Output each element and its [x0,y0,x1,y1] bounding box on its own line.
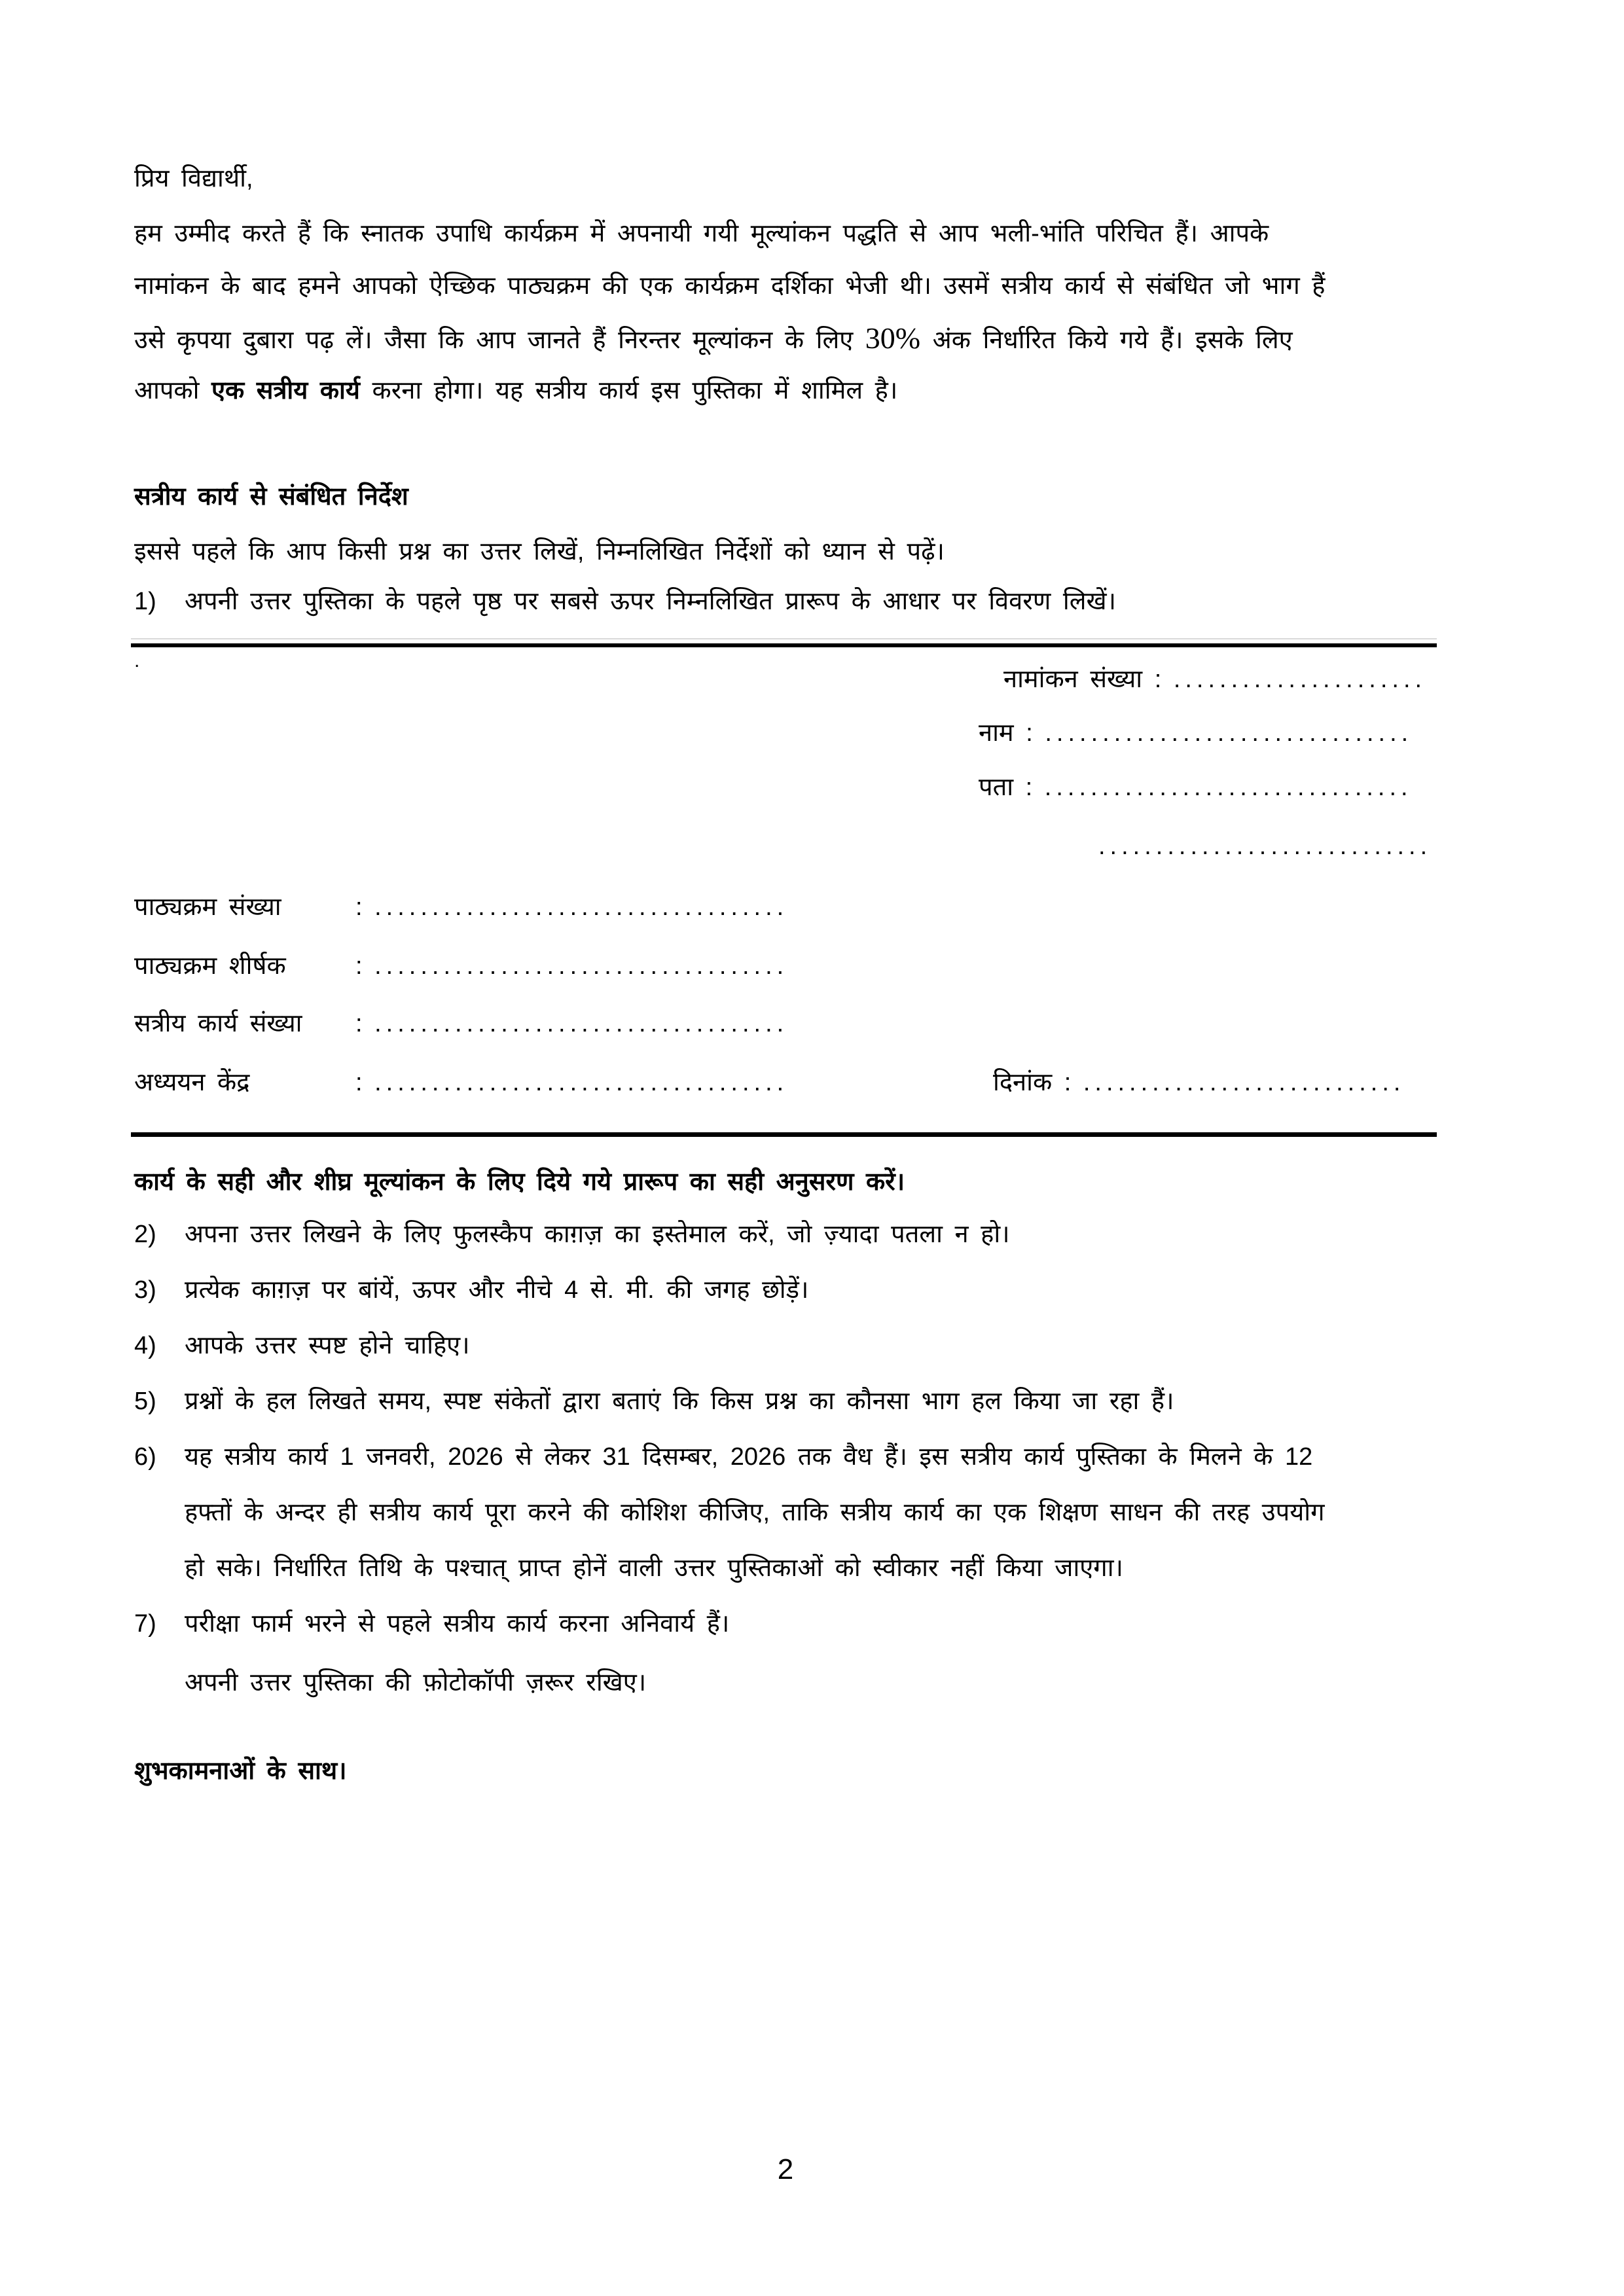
study-centre-field [134,1062,1405,1103]
instructions-intro: इससे पहले कि आप किसी प्रश्न का उत्तर लिखें, निम्नलिखित निर्देशों को ध्यान से पढ़ें। [134,538,945,565]
address-field-line2 [1098,826,1432,867]
stray-mark: . [134,650,140,672]
paragraph-text: करना होगा। यह सत्रीय कार्य इस पुस्तिका में शामिल है। [359,377,898,404]
item-text: परीक्षा फार्म भरने से पहले सत्रीय कार्य करना अनिवार्य हैं। [185,1610,730,1638]
item-text: प्रत्येक काग़ज़ पर बांयें, ऊपर और नीचे 4 से. मी. की जगह छोड़ें। [185,1276,809,1304]
divider-faint [131,638,1437,639]
colon: : [355,952,363,980]
salutation: प्रिय विद्यार्थी, [134,165,253,192]
paragraph-text: उसे कृपया दुबारा पढ़ लें। जैसा कि आप जानते हैं निरन्तर मूल्यांकन के लिए [134,327,865,354]
item-text: प्रश्नों के हल लिखते समय, स्पष्ट संकेतों द्वारा बताएं कि किस प्रश्न का कौनसा भाग हल किया जा रहा हैं। [185,1388,1174,1415]
guidelines-heading: कार्य के सही और शीघ्र मूल्यांकन के लिए दिये गये प्रारूप का सही अनुसरण करें। [134,1168,905,1196]
instruction-item-7 [134,1604,729,1644]
item-number: 5) [134,1388,156,1415]
instruction-item-6-line3: हो सके। निर्धारित तिथि के पश्चात् प्राप्त होनें वाली उत्तर पुस्तिकाओं को स्वीकार नहीं किया जाएगा। [185,1554,1123,1582]
item-number: 4) [134,1332,156,1359]
field-label: पाठ्यक्रम संख्या [134,893,281,921]
fill-in-line: ................................ [1045,719,1413,747]
paragraph-line [134,318,1293,361]
field-label: नाम : [979,719,1033,747]
address-field [979,767,1413,808]
field-label: पता : [979,774,1033,801]
photocopy-note: अपनी उत्तर पुस्तिका की फ़ोटोकॉपी ज़रूर रखिए। [185,1669,647,1696]
item-number: 1) [134,588,156,615]
instruction-item-1 [134,581,1116,622]
fill-in-line: ................................ [1044,774,1413,801]
item-number: 6) [134,1443,156,1471]
instruction-item-2 [134,1214,1010,1255]
paragraph-line: हम उम्मीद करते हैं कि स्नातक उपाधि कार्यक्रम में अपनायी गयी मूल्यांकन पद्धति से आप भली-भांति परिचित हैं। आपके [134,220,1269,247]
fill-in-line: .................................... [374,1069,789,1096]
date-field [993,1062,1405,1103]
fill-in-line: ...................... [1173,666,1427,693]
colon: : [355,1069,363,1096]
paragraph-line: नामांकन के बाद हमने आपको ऐच्छिक पाठ्यक्रम की एक कार्यक्रम दर्शिका भेजी थी। उसमें सत्रीय कार्य से संबंधित जो भाग हैं [134,272,1326,300]
section-heading: सत्रीय कार्य से संबंधित निर्देश [134,483,408,511]
divider-top [131,643,1437,647]
item-text: अपनी उत्तर पुस्तिका के पहले पृष्ठ पर सबसे ऊपर निम्नलिखित प्रारूप के आधार पर विवरण लिखें। [185,588,1116,615]
colon: : [355,1010,363,1037]
fill-in-line: ............................ [1083,1069,1405,1096]
field-label: पाठ्यक्रम शीर्षक [134,952,286,980]
course-title-field [134,946,788,986]
fill-in-line: .................................... [374,952,789,980]
enrollment-number-field [1003,659,1426,700]
instruction-item-5 [134,1381,1174,1422]
page-number: 2 [777,2153,794,2185]
field-label: दिनांक : [993,1069,1072,1096]
fill-in-line: ............................. [1098,833,1432,860]
field-label: नामांकन संख्या : [1003,666,1162,693]
item-number: 3) [134,1276,156,1304]
fill-in-line: .................................... [374,1010,789,1037]
item-text: अपना उत्तर लिखने के लिए फुलस्कैप काग़ज़ का इस्तेमाल करें, जो ज़्यादा पतला न हो। [185,1221,1010,1248]
assignment-number-field [134,1003,788,1044]
field-label: अध्ययन केंद्र [134,1069,250,1096]
item-number: 7) [134,1610,156,1638]
paragraph-text: आपको [134,377,212,404]
percent-value: 30% [865,321,921,355]
item-number: 2) [134,1221,156,1248]
item-text: आपके उत्तर स्पष्ट होने चाहिए। [185,1332,470,1359]
paragraph-text: अंक निर्धारित किये गये हैं। इसके लिए [920,327,1293,354]
closing-line: शुभकामनाओं के साथ। [134,1757,347,1785]
course-number-field [134,887,788,927]
divider-bottom [131,1132,1437,1137]
name-field [979,713,1413,753]
item-text: यह सत्रीय कार्य 1 जनवरी, 2026 से लेकर 31 दिसम्बर, 2026 तक वैध हैं। इस सत्रीय कार्य पुस्तिका के मिलने के 12 [185,1443,1313,1471]
instruction-item-4 [134,1325,470,1366]
instruction-item-6 [134,1437,1312,1477]
colon: : [355,893,363,921]
fill-in-line: .................................... [374,893,789,921]
instruction-item-3 [134,1270,808,1310]
field-label: सत्रीय कार्य संख्या [134,1010,302,1037]
paragraph-line [134,370,897,411]
emphasized-text: एक सत्रीय कार्य [211,377,360,404]
instruction-item-6-line2: हफ्तों के अन्दर ही सत्रीय कार्य पूरा करने की कोशिश कीजिए, ताकि सत्रीय कार्य का एक शिक्षण साधन की तरह उपयोग [185,1499,1325,1526]
